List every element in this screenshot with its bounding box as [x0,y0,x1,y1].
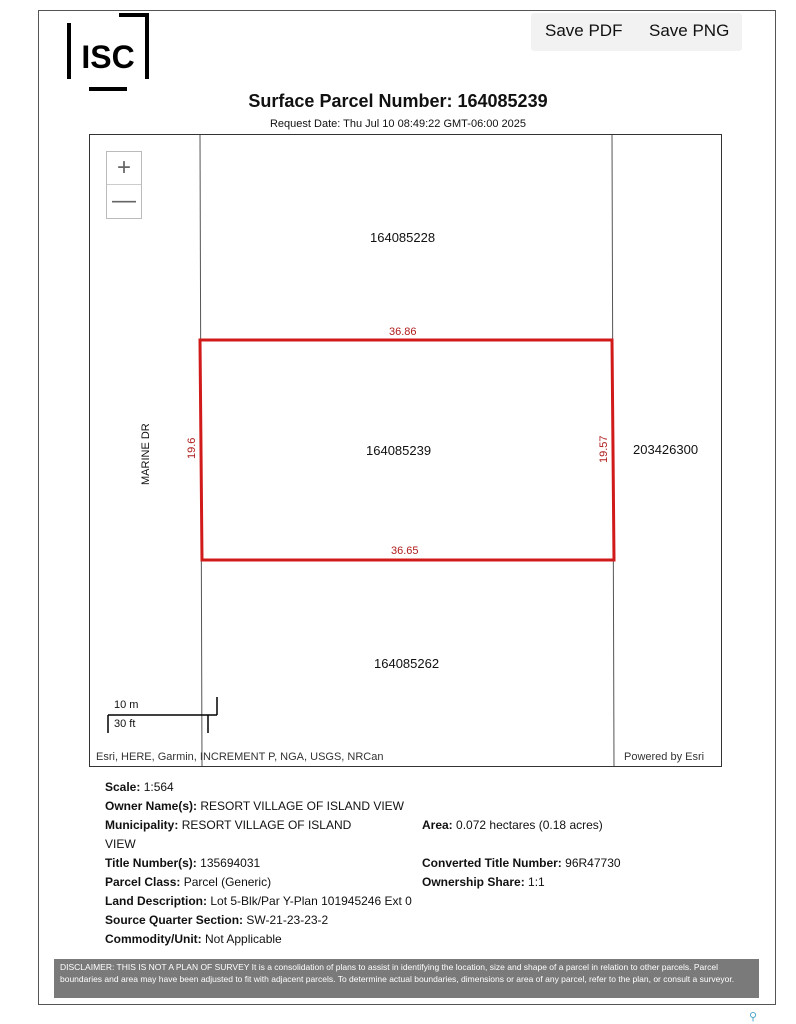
source-quarter-section-row [105,911,328,930]
land-description-label: Land Description: [105,894,208,908]
converted-title-row [422,854,621,873]
parcel-class-value: Parcel (Generic) [183,875,272,889]
converted-title-value: 96R47730 [565,856,621,870]
zoom-control [106,151,142,219]
save-toolbar [531,13,742,51]
dimension-left: 19.6 [186,437,198,459]
title-numbers-label: Title Number(s): [105,856,197,870]
owner-value: RESORT VILLAGE OF ISLAND VIEW [200,799,404,813]
owner-row [105,797,404,816]
area-row [422,816,603,835]
converted-title-label: Converted Title Number: [422,856,562,870]
parcel-map[interactable] [89,134,722,767]
isc-logo [67,13,149,91]
land-description-value: Lot 5-Blk/Par Y-Plan 101945246 Ext 0 [210,894,412,908]
request-date: Request Date: Thu Jul 10 08:49:22 GMT-06:00 2025 [269,118,527,130]
commodity-row [105,930,282,949]
municipality-value-continued: VIEW [105,837,136,851]
parcel-class-row [105,873,271,892]
area-label: Area: [422,818,453,832]
municipality-row [105,816,351,835]
parcel-label-subject: 164085239 [366,443,432,458]
street-label: MARINE DR [140,423,152,485]
scale-row [105,778,174,797]
commodity-value: Not Applicable [205,932,282,946]
ownership-share-value: 1:1 [528,875,545,889]
logo-text: ISC [81,39,135,75]
municipality-value: RESORT VILLAGE OF ISLAND [181,818,352,832]
location-pin-icon: ⚲ [749,1011,758,1023]
zoom-in-button[interactable]: + [107,152,141,185]
map-attribution: Esri, HERE, Garmin, INCREMENT P, NGA, USGS, NRCan [96,751,384,763]
page-title: Surface Parcel Number: 164085239 [248,91,548,111]
parcel-label-south: 164085262 [374,656,440,671]
dimension-top: 36.86 [389,326,417,338]
scalebar-metric-label: 10 m [114,699,139,711]
parcel-class-label: Parcel Class: [105,875,181,889]
save-pdf-button[interactable]: Save PDF [545,21,623,40]
powered-by-esri[interactable]: Powered by Esri [624,751,705,763]
source-quarter-section-label: Source Quarter Section: [105,913,244,927]
scale-label: Scale: [105,780,141,794]
title-numbers-row [105,854,260,873]
zoom-out-button[interactable]: — [112,187,136,214]
parcel-label-east: 203426300 [633,442,699,457]
commodity-label: Commodity/Unit: [105,932,202,946]
municipality-label: Municipality: [105,818,179,832]
dimension-right: 19.57 [598,435,610,463]
ownership-share-label: Ownership Share: [422,875,525,889]
land-description-row [105,892,412,911]
scale-value: 1:564 [143,780,174,794]
owner-label: Owner Name(s): [105,799,198,813]
title-numbers-value: 135694031 [200,856,261,870]
area-value: 0.072 hectares (0.18 acres) [456,818,603,832]
scalebar-imperial-label: 30 ft [114,718,136,730]
save-png-button[interactable]: Save PNG [649,21,730,40]
source-quarter-section-value: SW-21-23-23-2 [246,913,329,927]
parcel-label-north: 164085228 [370,230,436,245]
ownership-share-row [422,873,545,892]
disclaimer-box: DISCLAIMER: THIS IS NOT A PLAN OF SURVEY It is a consolidation of plans to assist in identifying the location, size and shape of a parcel in relation to other parcels. Parcel boundaries and area may have been adjusted to fit with adjacent parcels. To determine actual boundaries, dimensions or area of any parcel, refer to the plan, or consult a surveyor. [54,959,759,998]
dimension-bottom: 36.65 [391,545,419,557]
